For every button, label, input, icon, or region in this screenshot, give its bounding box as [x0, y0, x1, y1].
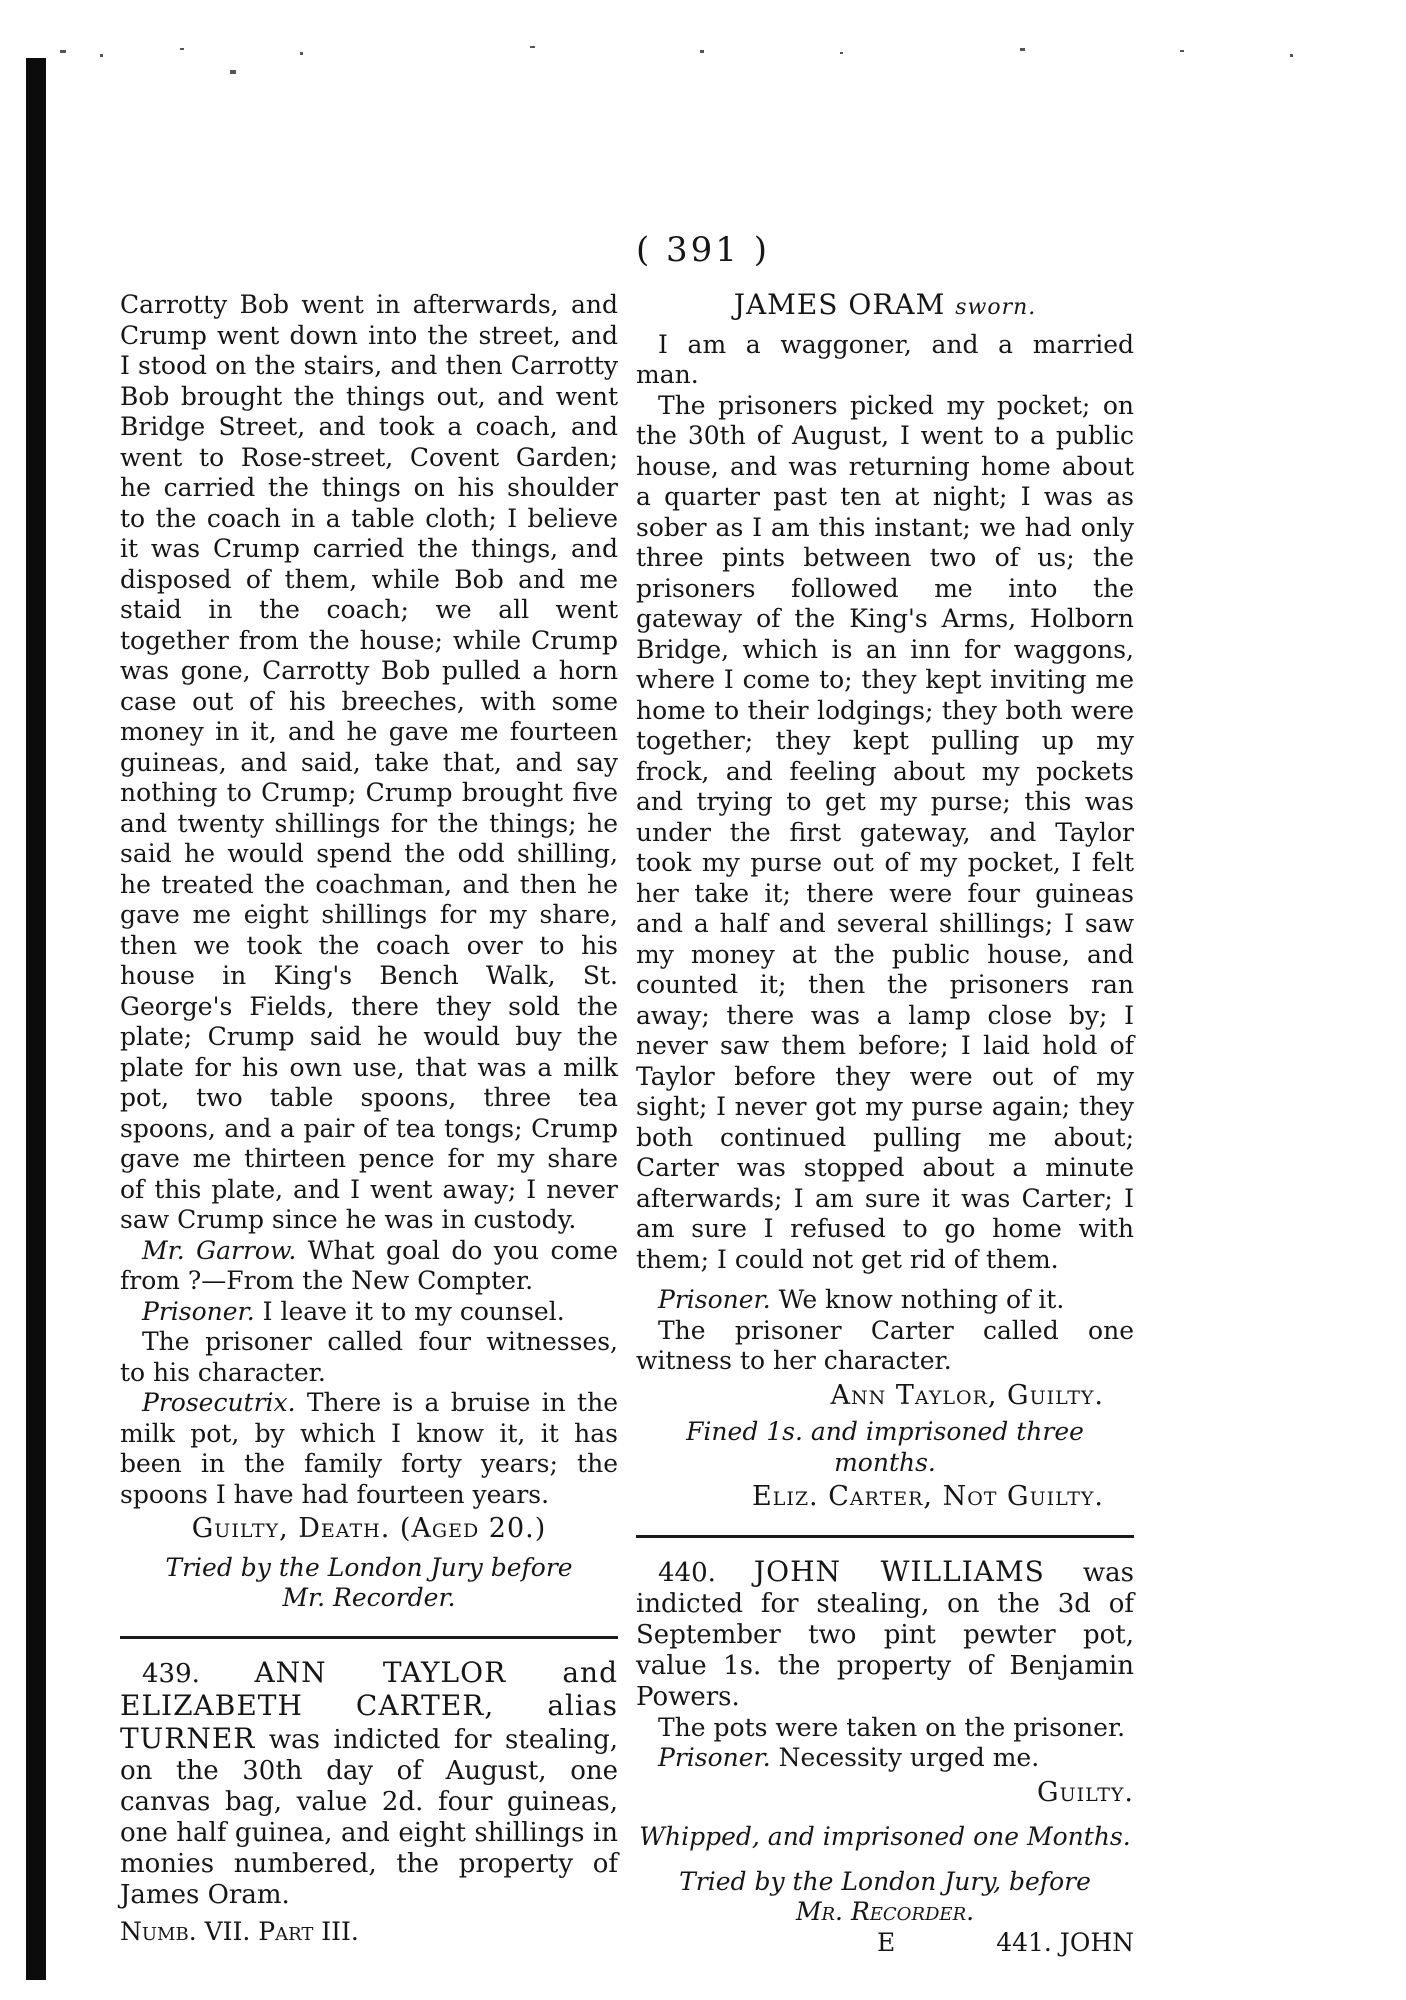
tried-line-2: Mr. Recorder.	[282, 1583, 456, 1612]
scan-specks	[60, 40, 1360, 80]
witness-name: JAMES ORAM	[733, 288, 946, 321]
sentence-taylor: Fined 1s. and imprisoned three months.	[686, 1417, 1084, 1477]
verdict-carter: Eliz. Carter, Not Guilty.	[752, 1481, 1104, 1512]
case-439	[120, 1657, 618, 1911]
prisoner-reply	[636, 1285, 1134, 1316]
sentence-williams: Whipped, and imprisoned one Months.	[639, 1822, 1131, 1851]
speaker-prisoner-right: Prisoner.	[658, 1285, 771, 1314]
case-number-right: 440.	[658, 1557, 716, 1588]
tried-line-1: Tried by the London Jury before	[165, 1552, 573, 1582]
verdict-death: Guilty, Death. (Aged 20.)	[191, 1513, 547, 1544]
page-number: ( 391 )	[635, 230, 771, 270]
case-number: 439.	[142, 1658, 200, 1689]
tried-line-right-2: Mr. Recorder.	[795, 1897, 975, 1926]
verdict-williams: Guilty.	[1037, 1776, 1134, 1808]
binding-gutter	[26, 58, 46, 1980]
signature-mark: E	[876, 1927, 896, 1957]
case-name-right: JOHN WILLIAMS	[753, 1554, 1045, 1588]
right-testimony: The prisoners picked my pocket; on the 30th of August, I went to a public house, and was returning home about a quarter past ten at night; I was as sober as I am this instant; we had only three pints between two of us; the prisoners followed me into the gateway of the King's Arms, Holborn Bridge, which is an inn for waggons, where I come to; they kept inviting me home to their lodgings; they both were together; they kept pulling up my frock, and feeling about my pockets and trying to get my purse; this was under the first gateway, and Taylor took my purse out of my pocket, I felt her take it; there were four guineas and a half and several shillings; I saw my money at the public house, and counted it; then the prisoners ran away; there was a lamp close by; I never saw them before; I laid hold of Taylor before they were out of my sight; I never got my purse again; they both continued pulling me about; Carter was stopped about a minute afterwards; I am sure it was Carter; I am sure I refused to go home with them; I could not get rid of them.	[636, 390, 1134, 1274]
tried-line-right-1: Tried by the London Jury, before	[679, 1866, 1091, 1896]
case-text-right: was indicted for stealing, on the 3d of September two pint pewter pot, value 1s. the property of Benjamin Powers.	[636, 1557, 1134, 1712]
speaker-prosecutrix: Prosecutrix.	[142, 1388, 296, 1417]
speaker-garrow: Mr. Garrow.	[142, 1235, 297, 1265]
footer-row	[636, 1928, 1134, 1959]
case-440	[636, 1556, 1134, 1713]
prisoner-reply-text: We know nothing of it.	[778, 1285, 1065, 1314]
left-column	[120, 290, 618, 1947]
prosecutrix-text: There is a bruise in the milk pot, by which I know it, it has been in the family forty years; the spoons I have had fourteen years.	[120, 1388, 618, 1509]
speaker-prisoner-plea: Prisoner.	[658, 1743, 771, 1772]
right-testimony-intro: I am a waggoner, and a married man.	[636, 329, 1134, 389]
garrow-line	[120, 1236, 618, 1297]
speaker-prisoner: Prisoner.	[142, 1296, 255, 1326]
prisoner-plea-text: Necessity urged me.	[778, 1743, 1040, 1772]
prisoner-text: I leave it to my counsel.	[262, 1296, 565, 1326]
catchword: 441. JOHN	[996, 1927, 1134, 1957]
section-rule	[120, 1636, 618, 1639]
witness-heading	[636, 290, 1134, 324]
verdict-taylor: Ann Taylor, Guilty.	[830, 1379, 1104, 1411]
footer-numb: Numb. VII. Part III.	[120, 1916, 359, 1946]
case-names: ANN TAYLOR and ELIZABETH CARTER, alias TURNER	[120, 1655, 618, 1755]
prisoner-line	[120, 1297, 618, 1328]
right-column	[636, 290, 1134, 1958]
carter-witness: The prisoner Carter called one witness to her character.	[636, 1315, 1134, 1375]
witness-sworn: sworn.	[955, 295, 1037, 320]
prosecutrix-line	[120, 1388, 618, 1510]
pots-line: The pots were taken on the prisoner.	[658, 1712, 1126, 1742]
case-text: was indicted for stealing, on the 30th day of August, one canvas bag, value 2d. four guineas, one half guinea, and eight shillings in monies numbered, the property of James Oram.	[120, 1724, 619, 1910]
section-rule-right	[636, 1535, 1134, 1538]
left-testimony: Carrotty Bob went in afterwards, and Crump went down into the street, and I stood on the stairs, and then Carrotty Bob brought the things out, and went Bridge Street, and took a coach, and went to Rose-street, Covent Garden; he carried the things on his shoulder to the coach in a table cloth; I believe it was Crump carried the things, and disposed of them, while Bob and me staid in the coach; we all went together from the house; while Crump was gone, Carrotty Bob pulled a horn case out of his breeches, with some money in it, and he gave me fourteen guineas, and said, take that, and say nothing to Crump; Crump brought five and twenty shillings for the things; he said he would spend the odd shilling, he treated the coachman, and then he gave me eight shillings for my share, then we took the coach over to his house in King's Bench Walk, St. George's Fields, there they sold the plate; Crump said he would buy the plate for his own use, that was a milk pot, two table spoons, three tea spoons, and a pair of tea tongs; Crump gave me thirteen pence for my share of this plate, and I went away; I never saw Crump since he was in custody.	[120, 290, 618, 1234]
witnesses-line: The prisoner called four witnesses, to his character.	[120, 1327, 618, 1387]
prisoner-plea	[636, 1743, 1134, 1774]
garrow-text: What goal do you come from ?—From the New Compter.	[120, 1235, 619, 1295]
